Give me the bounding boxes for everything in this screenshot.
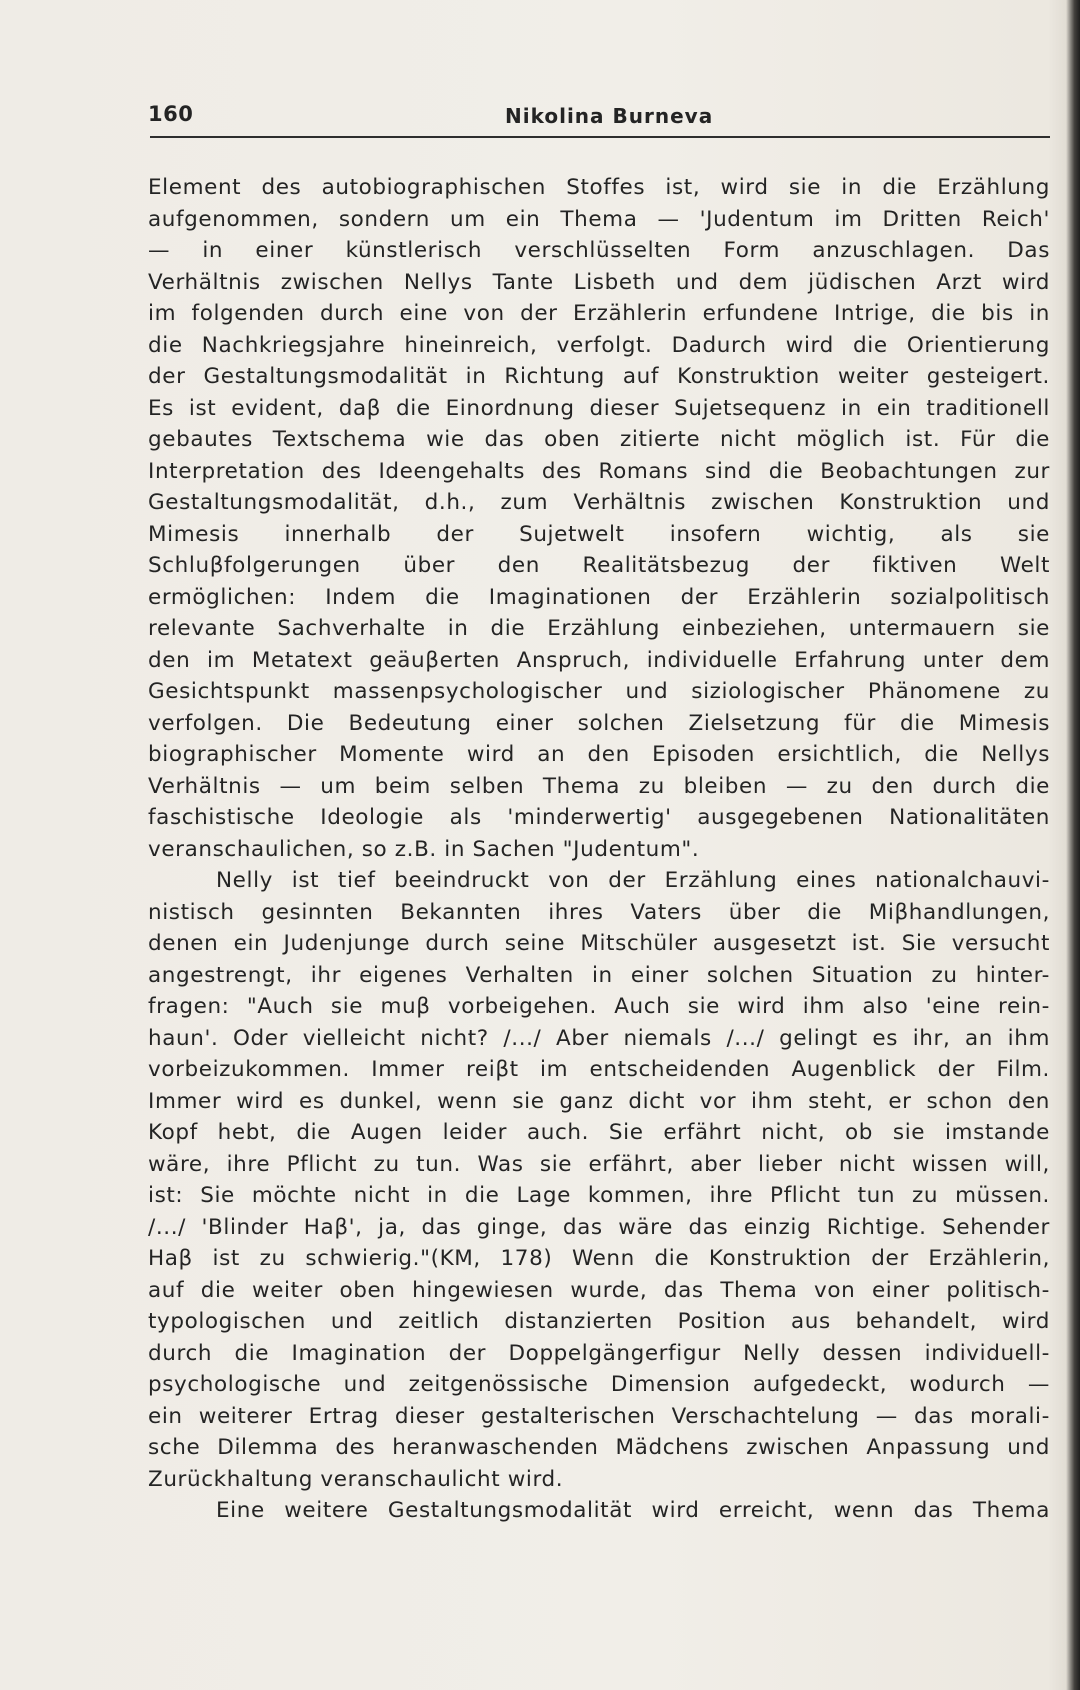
text-line: denen ein Judenjunge durch seine Mitschüler ausgesetzt ist. Sie versucht: [148, 931, 1050, 956]
text-line: Gesichtspunkt massenpsychologischer und siziologischer Phänomene zu: [148, 679, 1050, 704]
text-line: Haβ ist zu schwierig."(KM, 178) Wenn die Konstruktion der Erzählerin,: [148, 1246, 1050, 1271]
text-line: die Nachkriegsjahre hineinreich, verfolgt. Dadurch wird die Orientierung: [148, 332, 1050, 358]
text-line: auf die weiter oben hingewiesen wurde, das Thema von einer politisch-: [148, 1277, 1050, 1303]
page-number: 160: [148, 102, 194, 126]
text-line: biographischer Momente wird an den Episoden ersichtlich, die Nellys: [148, 742, 1050, 767]
text-line: nistisch gesinnten Bekannten ihres Vaters über die Miβhandlungen,: [148, 899, 1050, 925]
text-line: ist: Sie möchte nicht in die Lage kommen, ihre Pflicht tun zu müssen.: [148, 1183, 1050, 1208]
running-head-author: Nikolina Burneva: [505, 104, 714, 128]
text-line: veranschaulichen, so z.B. in Sachen "Judentum".: [148, 836, 700, 862]
text-line: Interpretation des Ideengehalts des Romans sind die Beobachtungen zur: [148, 458, 1050, 484]
text-line: ein weiterer Ertrag dieser gestalterischen Verschachtelung — das morali-: [148, 1403, 1050, 1429]
text-line: verfolgen. Die Bedeutung einer solchen Zielsetzung für die Mimesis: [148, 710, 1050, 736]
text-line: Element des autobiographischen Stoffes ist, wird sie in die Erzählung: [148, 175, 1050, 200]
text-line: Kopf hebt, die Augen leider auch. Sie erfährt nicht, ob sie imstande: [148, 1120, 1050, 1145]
text-line: durch die Imagination der Doppelgängerfigur Nelly dessen individuell-: [148, 1340, 1050, 1366]
text-line: Verhältnis — um beim selben Thema zu bleiben — zu den durch die: [148, 773, 1050, 799]
text-line: den im Metatext geäuβerten Anspruch, individuelle Erfahrung unter dem: [148, 647, 1050, 673]
text-line: wäre, ihre Pflicht zu tun. Was sie erfährt, aber lieber nicht wissen will,: [148, 1151, 1050, 1177]
paragraph-start-line: Nelly ist tief beeindruckt von der Erzählung eines nationalchauvi-: [216, 868, 1050, 893]
text-line: ermöglichen: Indem die Imaginationen der Erzählerin sozialpolitisch: [148, 584, 1050, 610]
book-spine-shadow: [1066, 0, 1080, 1690]
text-line: psychologische und zeitgenössische Dimension aufgedeckt, wodurch —: [148, 1372, 1050, 1397]
text-line: haun'. Oder vielleicht nicht? /.../ Aber niemals /.../ gelingt es ihr, an ihm: [148, 1025, 1050, 1051]
text-line: Gestaltungsmodalität, d.h., zum Verhältnis zwischen Konstruktion und: [148, 490, 1050, 515]
page-header: [148, 100, 1048, 138]
header-rule: [150, 136, 1050, 138]
text-line: angestrengt, ihr eigenes Verhalten in einer solchen Situation zu hinter-: [148, 962, 1050, 988]
text-line: Verhältnis zwischen Nellys Tante Lisbeth und dem jüdischen Arzt wird: [148, 269, 1050, 295]
text-line: vorbeizukommen. Immer reiβt im entscheidenden Augenblick der Film.: [148, 1057, 1050, 1082]
text-line: gebautes Textschema wie das oben zitierte nicht möglich ist. Für die: [148, 427, 1050, 452]
text-line: typologischen und zeitlich distanzierten Position aus behandelt, wird: [148, 1309, 1050, 1334]
text-line: Es ist evident, daβ die Einordnung dieser Sujetsequenz in ein traditionell: [148, 395, 1050, 421]
text-line: faschistische Ideologie als 'minderwertig' ausgegebenen Nationalitäten: [148, 805, 1050, 830]
text-line: Immer wird es dunkel, wenn sie ganz dicht vor ihm steht, er schon den: [148, 1088, 1050, 1114]
text-line: Mimesis innerhalb der Sujetwelt insofern wichtig, als sie: [148, 521, 1050, 547]
text-line: fragen: "Auch sie muβ vorbeigehen. Auch sie wird ihm also 'eine rein-: [148, 994, 1050, 1019]
text-line: Zurückhaltung veranschaulicht wird.: [148, 1466, 564, 1492]
text-line: sche Dilemma des heranwaschenden Mädchens zwischen Anpassung und: [148, 1435, 1050, 1460]
text-line: im folgenden durch eine von der Erzählerin erfundene Intrige, die bis in: [148, 301, 1050, 326]
text-line: — in einer künstlerisch verschlüsselten Form anzuschlagen. Das: [148, 238, 1050, 263]
body-text: [148, 172, 1050, 1527]
text-line: /.../ 'Blinder Haβ', ja, das ginge, das wäre das einzig Richtige. Sehender: [148, 1214, 1050, 1240]
text-line: aufgenommen, sondern um ein Thema — 'Judentum im Dritten Reich': [148, 206, 1050, 232]
text-line: der Gestaltungsmodalität in Richtung auf Konstruktion weiter gesteigert.: [148, 364, 1050, 389]
text-line: relevante Sachverhalte in die Erzählung einbeziehen, untermauern sie: [148, 616, 1050, 641]
paragraph-start-line: Eine weitere Gestaltungsmodalität wird erreicht, wenn das Thema: [216, 1498, 1050, 1523]
text-line: Schluβfolgerungen über den Realitätsbezug der fiktiven Welt: [148, 553, 1050, 578]
